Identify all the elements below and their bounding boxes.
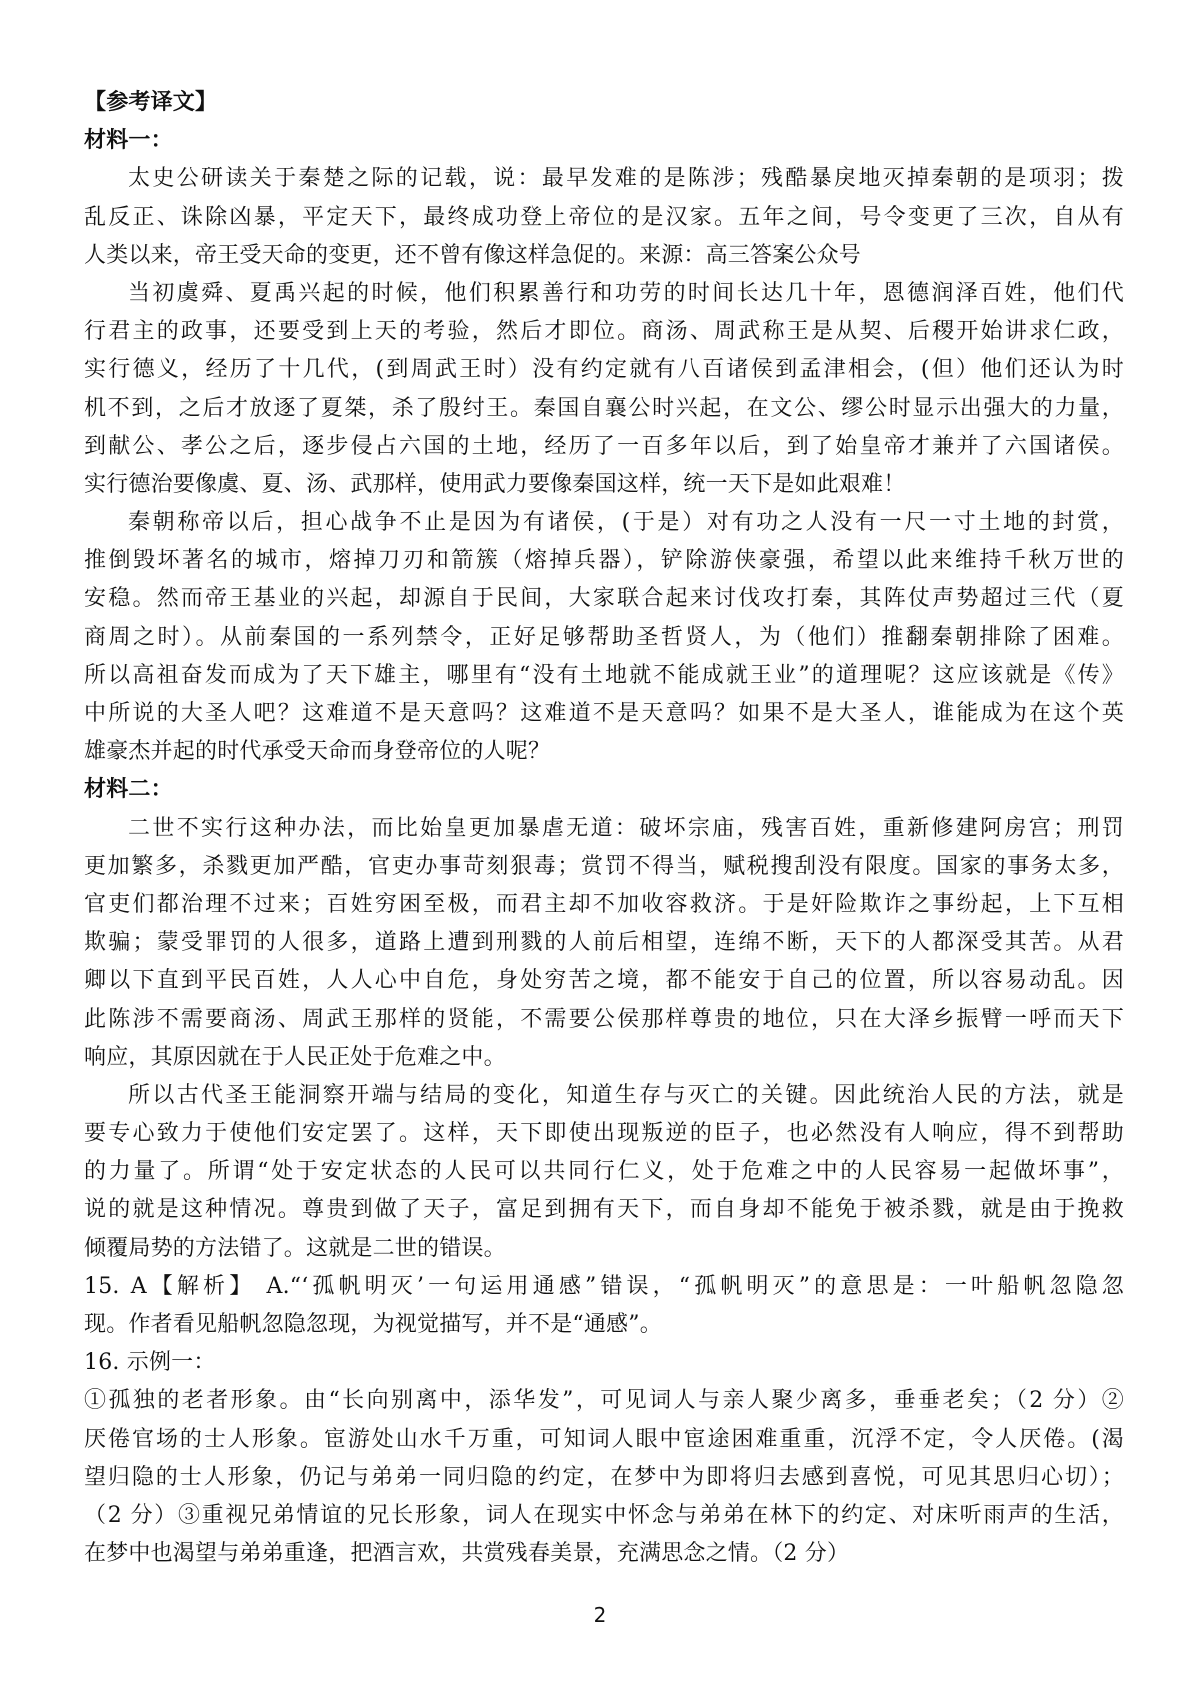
text-line: 到献公、孝公之后，逐步侵占六国的土地，经历了一百多年以后，到了始皇帝才兼并了六国诸侯。	[84, 433, 1124, 459]
answer-16-line: ①孤独的老者形象。由“长向别离中，添华发”，可见词人与亲人聚少离多，垂垂老矣；（2 分）②	[84, 1388, 1124, 1414]
text-line: 欺骗；蒙受罪罚的人很多，道路上遭到刑戮的人前后相望，连绵不断，天下的人都深受其苦。从君	[84, 930, 1124, 956]
document-page	[84, 84, 1124, 1573]
material-two-title: 材料二：	[84, 777, 173, 803]
text-line: 说的就是这种情况。尊贵到做了天子，富足到拥有天下，而自身却不能免于被杀戮，就是由于挽救	[84, 1197, 1124, 1223]
text-line: 此陈涉不需要商汤、周武王那样的贤能，不需要公侯那样尊贵的地位，只在大泽乡振臂一呼而天下	[84, 1006, 1124, 1032]
page-number: 2	[593, 1603, 607, 1627]
text-line: 更加繁多，杀戮更加严酷，官吏办事苛刻狠毒；赏罚不得当，赋税搜刮没有限度。国家的事务太多，	[84, 853, 1124, 879]
text-line: 人类以来，帝王受天命的变更，还不曾有像这样急促的。来源：高三答案公众号	[84, 242, 862, 268]
text-line: 秦朝称帝以后，担心战争不止是因为有诸侯，(于是）对有功之人没有一尺一寸土地的封赏，	[128, 510, 1124, 536]
text-line: 实行德治要像虞、夏、汤、武那样，使用武力要像秦国这样，统一天下是如此艰难！	[84, 471, 906, 497]
text-line: 倾覆局势的方法错了。这就是二世的错误。	[84, 1235, 506, 1261]
answer-16-line: 望归隐的士人形象，仍记与弟弟一同归隐的约定，在梦中为即将归去感到喜悦，可见其思归心切）；	[84, 1464, 1124, 1490]
text-line: 要专心致力于使他们安定罢了。这样，天下即使出现叛逆的臣子，也必然没有人响应，得不到帮助	[84, 1121, 1124, 1147]
text-line: 商周之时）。从前秦国的一系列禁令，正好足够帮助圣哲贤人，为（他们）推翻秦朝排除了困难。	[84, 624, 1124, 650]
text-line: 所以高祖奋发而成为了天下雄主，哪里有“没有土地就不能成就王业”的道理呢？这应该就是《传》	[84, 662, 1124, 688]
answer-15-line: 现。作者看见船帆忽隐忽现，为视觉描写，并不是“通感”。	[84, 1312, 662, 1337]
text-line: 太史公研读关于秦楚之际的记载，说：最早发难的是陈涉；残酷暴戾地灭掉秦朝的是项羽；拨	[128, 166, 1124, 192]
answer-16-title: 16. 示例一：	[84, 1350, 216, 1376]
material-one-title: 材料一：	[84, 128, 173, 154]
text-line: 行君主的政事，还要受到上天的考验，然后才即位。商汤、周武称王是从契、后稷开始讲求仁政，	[84, 319, 1124, 345]
text-line: 卿以下直到平民百姓，人人心中自危，身处穷苦之境，都不能安于自己的位置，所以容易动乱。因	[84, 968, 1124, 994]
text-line: 乱反正、诛除凶暴，平定天下，最终成功登上帝位的是汉家。五年之间，号令变更了三次，自从有	[84, 204, 1124, 230]
answer-16-line: 厌倦官场的士人形象。宦游处山水千万重，可知词人眼中宦途困难重重，沉浮不定，令人厌倦。(渴	[84, 1426, 1124, 1452]
heading-reference-translation: 【参考译文】	[84, 90, 218, 115]
text-line: 当初虞舜、夏禹兴起的时候，他们积累善行和功劳的时间长达几十年，恩德润泽百姓，他们代	[128, 280, 1124, 306]
answer-16-line: （2 分）③重视兄弟情谊的兄长形象，词人在现实中怀念与弟弟在林下的约定、对床听雨声的生活，	[84, 1502, 1124, 1528]
text-line: 机不到，之后才放逐了夏桀，杀了殷纣王。秦国自襄公时兴起，在文公、缪公时显示出强大的力量，	[84, 395, 1124, 421]
text-line: 官吏们都治理不过来；百姓穷困至极，而君主却不加收容救济。于是奸险欺诈之事纷起，上下互相	[84, 891, 1124, 917]
text-line: 二世不实行这种办法，而比始皇更加暴虐无道：破坏宗庙，残害百姓，重新修建阿房宫；刑罚	[128, 815, 1124, 841]
text-line: 的力量了。所谓“处于安定状态的人民可以共同行仁义，处于危难之中的人民容易一起做坏事”，	[84, 1159, 1124, 1185]
text-line: 中所说的大圣人吧？这难道不是天意吗？这难道不是天意吗？如果不是大圣人，谁能成为在这个英	[84, 701, 1124, 726]
text-line: 安稳。然而帝王基业的兴起，却源自于民间，大家联合起来讨伐攻打秦，其阵仗声势超过三代（夏	[84, 586, 1124, 612]
text-line: 推倒毁坏著名的城市，熔掉刀刃和箭簇（熔掉兵器），铲除游侠豪强，希望以此来维持千秋万世的	[84, 548, 1124, 574]
text-line: 实行德义，经历了十几代，(到周武王时）没有约定就有八百诸侯到孟津相会，(但）他们还认为时	[84, 357, 1124, 383]
answer-15-line: 15. A【解析】 A.“‘孤帆明灭’一句运用通感”错误，“孤帆明灭”的意思是：一叶船帆忽隐忽	[84, 1273, 1124, 1299]
answer-16-line: 在梦中也渴望与弟弟重逢，把酒言欢，共赏残春美景，充满思念之情。（2 分）	[84, 1541, 850, 1567]
text-line: 响应，其原因就在于人民正处于危难之中。	[84, 1044, 506, 1070]
text-line: 所以古代圣王能洞察开端与结局的变化，知道生存与灭亡的关键。因此统治人民的方法，就是	[128, 1082, 1124, 1108]
text-line: 雄豪杰并起的时代承受天命而身登帝位的人呢？	[84, 739, 551, 765]
